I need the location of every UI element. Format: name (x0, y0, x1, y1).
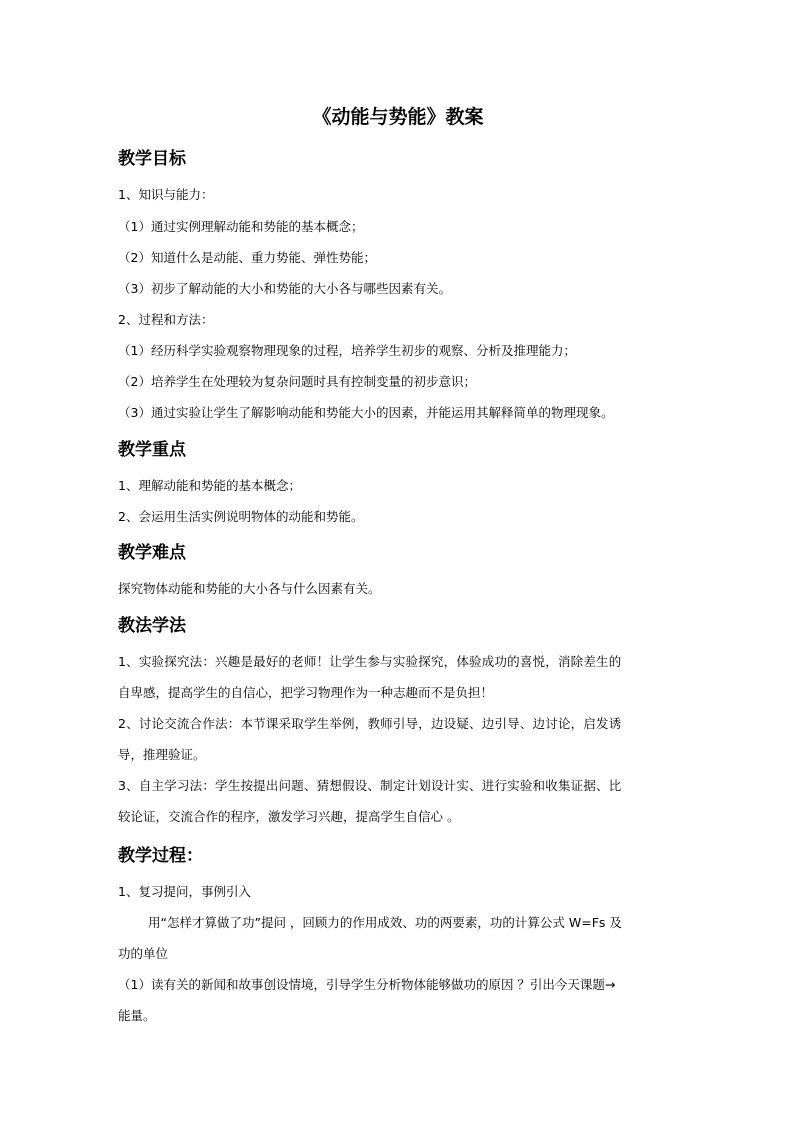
page-title: 《动能与势能》教案 (312, 106, 484, 128)
section-heading-methods: 教法学法 (118, 616, 186, 636)
methods-line-6: 较论证，交流合作的程序，激发学习兴趣，提高学生自信心 。 (118, 809, 460, 824)
process-line-4: （1）读有关的新闻和故事创设情境，引导学生分析物体能够做功的原因 ？引出今天课题→ (118, 977, 616, 992)
section-heading-difficulties: 教学难点 (118, 543, 186, 563)
document-page (118, 0, 678, 1123)
goals-line-1: 1、知识与能力： (118, 187, 214, 202)
section-heading-key-points: 教学重点 (118, 440, 186, 460)
section-heading-goals: 教学目标 (118, 149, 186, 169)
key-points-line-2: 2、会运用生活实例说明物体的动能和势能。 (118, 509, 364, 524)
goals-line-5: 2、过程和方法： (118, 312, 214, 327)
process-line-2: 用“怎样才算做了功”提问 ，回顾力的作用成效、功的两要素，功的计算公式 W=Fs 及 (148, 915, 622, 930)
goals-line-3: （2）知道什么是动能、重力势能、弹性势能； (118, 250, 376, 265)
key-points-line-1: 1、理解动能和势能的基本概念； (118, 478, 301, 493)
methods-line-2: 自卑感，提高学生的自信心，把学习物理作为一种志趣而不是负担！ (118, 685, 494, 700)
methods-line-3: 2、讨论交流合作法：本节课采取学生举例，教师引导，边设疑、边引导、边讨论，启发诱 (118, 716, 622, 731)
process-line-3: 功的单位 (118, 946, 169, 961)
process-line-5: 能量。 (118, 1008, 156, 1023)
difficulties-line-1: 探究物体动能和势能的大小各与什么因素有关。 (118, 581, 381, 596)
methods-line-5: 3、自主学习法：学生按提出问题、猜想假设、制定计划设计实、进行实验和收集证据、比 (118, 778, 622, 793)
goals-line-6: （1）经历科学实验观察物理现象的过程，培养学生初步的观察、分析及推理能力； (118, 343, 576, 358)
section-heading-process: 教学过程： (118, 846, 203, 866)
goals-line-7: （2）培养学生在处理较为复杂问题时具有控制变量的初步意识； (118, 374, 476, 389)
goals-line-4: （3）初步了解动能的大小和势能的大小各与哪些因素有关。 (118, 281, 451, 296)
methods-line-4: 导，推理验证。 (118, 747, 206, 762)
process-line-1: 1、复习提问，事例引入 (118, 884, 251, 899)
methods-line-1: 1、实验探究法：兴趣是最好的老师！让学生参与实验探究，体验成功的喜悦，消除差生的 (118, 654, 622, 669)
goals-line-2: （1）通过实例理解动能和势能的基本概念； (118, 219, 364, 234)
goals-line-8: （3）通过实验让学生了解影响动能和势能大小的因素，并能运用其解释简单的物理现象。 (118, 405, 614, 420)
